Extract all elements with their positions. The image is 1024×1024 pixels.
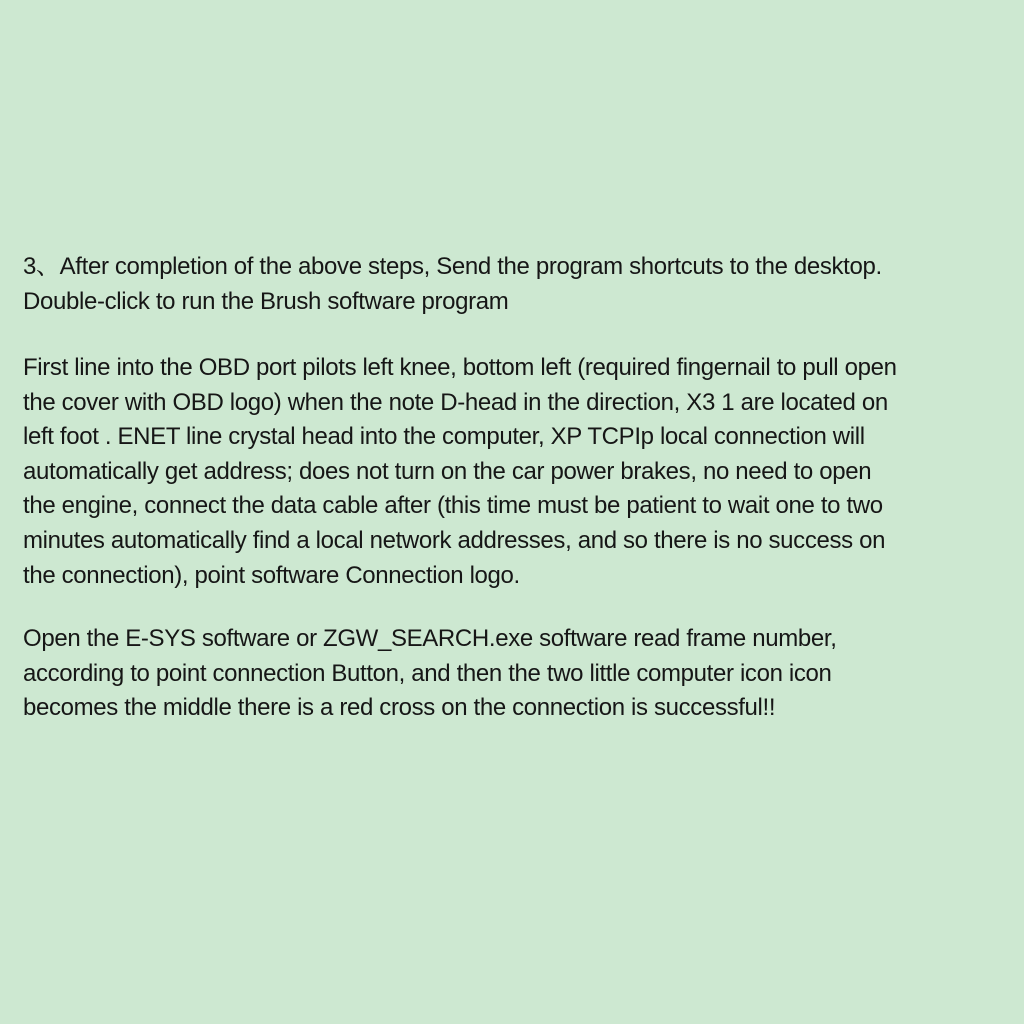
text-line: according to point connection Button, and then the two little computer icon icon bbox=[23, 659, 832, 687]
text-line: First line into the OBD port pilots left knee, bottom left (required fingernail to pull open bbox=[23, 354, 897, 381]
text-line: Open the E-SYS software or ZGW_SEARCH.exe software read frame number, bbox=[23, 625, 837, 652]
text-line: the engine, connect the data cable after (this time must be patient to wait one to two bbox=[23, 492, 883, 520]
text-line: 3、After completion of the above steps, Send the program shortcuts to the desktop. bbox=[23, 253, 882, 280]
text-line: Double-click to run the Brush software program bbox=[23, 287, 509, 315]
text-line: left foot . ENET line crystal head into the computer, XP TCPIp local connection will bbox=[23, 423, 865, 451]
text-line: becomes the middle there is a red cross on the connection is successful!! bbox=[23, 694, 776, 722]
text-line: minutes automatically find a local network addresses, and so there is no success on bbox=[23, 526, 886, 554]
text-line: the connection), point software Connection logo. bbox=[23, 561, 520, 589]
step-3-paragraph bbox=[23, 250, 882, 319]
text-line: the cover with OBD logo) when the note D-head in the direction, X3 1 are located on bbox=[23, 388, 888, 416]
text-line: automatically get address; does not turn on the car power brakes, no need to open bbox=[23, 457, 872, 485]
esys-instructions-paragraph bbox=[23, 622, 837, 726]
connection-instructions-paragraph bbox=[23, 351, 897, 593]
